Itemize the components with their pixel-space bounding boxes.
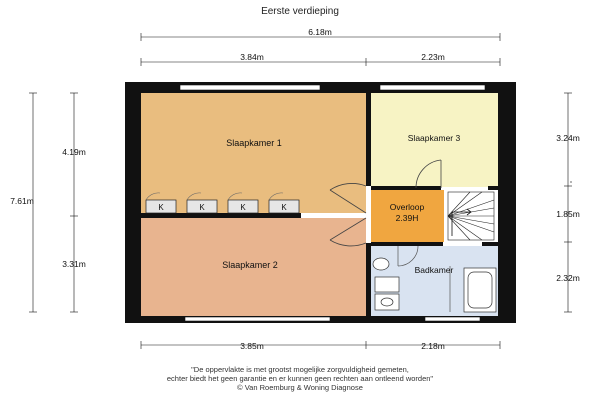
dimension-top-right: 2.23m xyxy=(421,52,445,62)
dimension-right-upper: 3.24m xyxy=(556,133,580,143)
dimension-top-total: 6.18m xyxy=(308,27,332,37)
room-label-slaapkamer-3: Slaapkamer 3 xyxy=(407,133,461,143)
dimension-left-lower: 3.31m xyxy=(62,259,86,269)
dimension-right-lower: 2.32m xyxy=(556,273,580,283)
dimension-lines-bottom xyxy=(141,341,500,349)
disclaimer-line-2: echter biedt het geen garantie en er kunnen geen rechten aan ontleend worden" xyxy=(166,374,434,383)
room-slaapkamer-1[interactable] xyxy=(141,93,366,213)
disclaimer-line-1: "De oppervlakte is met grootst mogelijke zorgvuldigheid gemeten, xyxy=(191,365,409,374)
dimension-bottom-left: 3.85m xyxy=(240,341,264,351)
copyright: © Van Roemburg & Woning Diagnose xyxy=(237,383,363,392)
cabinet-label: K xyxy=(199,203,205,212)
cabinet-label: K xyxy=(281,203,287,212)
room-label-badkamer: Badkamer xyxy=(414,265,454,275)
dimension-top-left: 3.84m xyxy=(240,52,264,62)
toilet-icon xyxy=(373,258,389,270)
dimension-bottom-right: 2.18m xyxy=(421,341,445,351)
dimension-left-total: 7.61m xyxy=(10,196,34,206)
dimension-left-upper: 4.19m xyxy=(62,147,86,157)
room-label-slaapkamer-1: Slaapkamer 1 xyxy=(226,138,282,148)
disclaimer xyxy=(0,365,600,392)
cabinet-label: K xyxy=(158,203,164,212)
dimension-lines-left xyxy=(29,93,78,312)
room-label-overloop: Overloop xyxy=(389,202,425,212)
washing-machine-icon xyxy=(375,277,399,292)
dimension-right-middle: 1.85m xyxy=(556,209,580,219)
floor-title: Eerste verdieping xyxy=(261,6,339,17)
room-label-slaapkamer-2: Slaapkamer 2 xyxy=(222,260,278,270)
cabinet-label: K xyxy=(240,203,246,212)
dimension-lines-top xyxy=(141,33,500,66)
room-label-overloop-height: 2.39H xyxy=(395,213,419,223)
